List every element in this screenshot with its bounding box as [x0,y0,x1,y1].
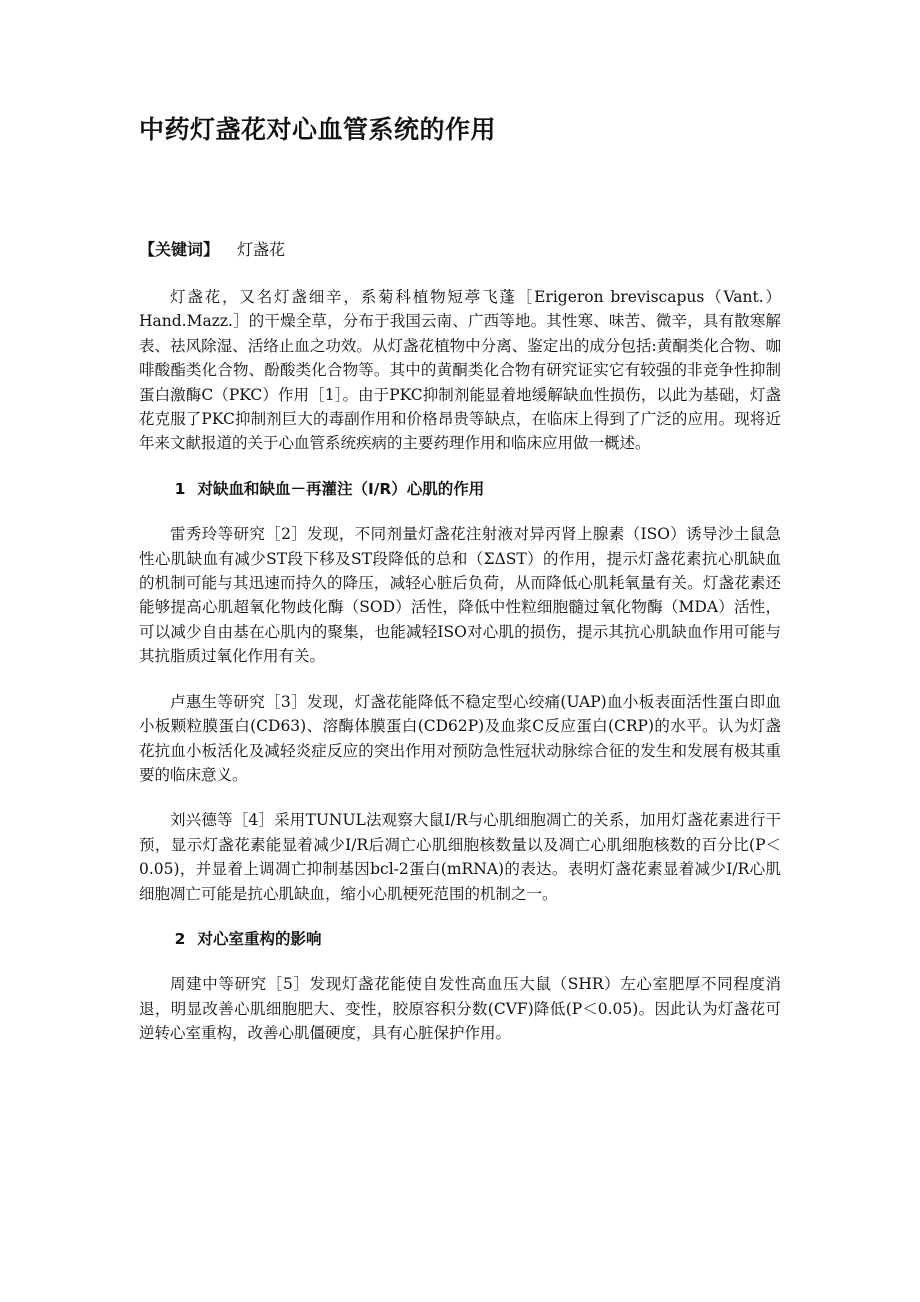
section-heading-2 [139,927,781,951]
section-number-1: 1 [174,479,186,498]
section-number-2: 2 [174,929,186,948]
paragraph-2: 卢惠生等研究［3］发现，灯盏花能降低不稳定型心绞痛(UAP)血小板表面活性蛋白即血小板颗粒膜蛋白(CD63)、溶酶体膜蛋白(CD62P)及血浆C反应蛋白(CRP)的水平。认为灯盏花抗血小板活化及减轻炎症反应的突出作用对预防急性冠状动脉综合征的发生和发展有极其重要的临床意义。 [139,692,781,784]
paragraph-3: 刘兴德等［4］采用TUNUL法观察大鼠I/R与心肌细胞凋亡的关系，加用灯盏花素进行干预，显示灯盏花素能显着减少I/R后凋亡心肌细胞核数量以及凋亡心肌细胞核数的百分比(P＜0.05)，并显着上调凋亡抑制基因bcl-2蛋白(mRNA)的表达。表明灯盏花素显着减少I/R心肌细胞凋亡可能是抗心肌缺血，缩小心肌梗死范围的机制之一。 [139,811,781,903]
intro-paragraph: 灯盏花，又名灯盏细辛，系菊科植物短葶飞蓬［Erigeron breviscapus（Vant.）Hand.Mazz.］的干燥全草，分布于我国云南、广西等地。其性寒、味苦、微辛，具有散寒解表、祛风除湿、活络止血之功效。从灯盏花植物中分离、鉴定出的成分包括:黄酮类化合物、咖啡酸酯类化合物、酚酸类化合物等。其中的黄酮类化合物有研究证实它有较强的非竞争性抑制蛋白激酶C（PKC）作用［1］。由于PKC抑制剂能显着地缓解缺血性损伤，以此为基础，灯盏花克服了PKC抑制剂巨大的毒副作用和价格昂贵等缺点，在临床上得到了广泛的应用。现将近年来文献报道的关于心血管系统疾病的主要药理作用和临床应用做一概述。 [139,288,781,453]
keywords-line [139,238,789,262]
article-body [139,285,781,1067]
section-title-1: 对缺血和缺血－再灌注（I/R）心肌的作用 [197,479,485,498]
paragraph-1: 雷秀玲等研究［2］发现，不同剂量灯盏花注射液对异丙肾上腺素（ISO）诱导沙土鼠急性心肌缺血有减少ST段下移及ST段降低的总和（ΣΔST）的作用，提示灯盏花素抗心肌缺血的机制可能与其迅速而持久的降压，减轻心脏后负荷，从而降低心肌耗氧量有关。灯盏花素还能够提高心肌超氧化物歧化酶（SOD）活性，降低中性粒细胞髓过氧化物酶（MDA）活性，可以减少自由基在心肌内的聚集，也能减轻ISO对心肌的损伤，提示其抗心肌缺血作用可能与其抗脂质过氧化作用有关。 [139,525,781,666]
paragraph-4: 周建中等研究［5］发现灯盏花能使自发性高血压大鼠（SHR）左心室肥厚不同程度消退，明显改善心肌细胞肥大、变性，胶原容积分数(CVF)降低(P＜0.05)。因此认为灯盏花可逆转心室重构，改善心肌僵硬度，具有心脏保护作用。 [139,975,781,1043]
keywords-value: 灯盏花 [237,240,286,259]
keywords-label: 【关键词】 [139,240,220,259]
section-title-2: 对心室重构的影响 [197,929,322,948]
section-heading-1 [139,477,781,501]
page-title: 中药灯盏花对心血管系统的作用 [139,115,497,144]
